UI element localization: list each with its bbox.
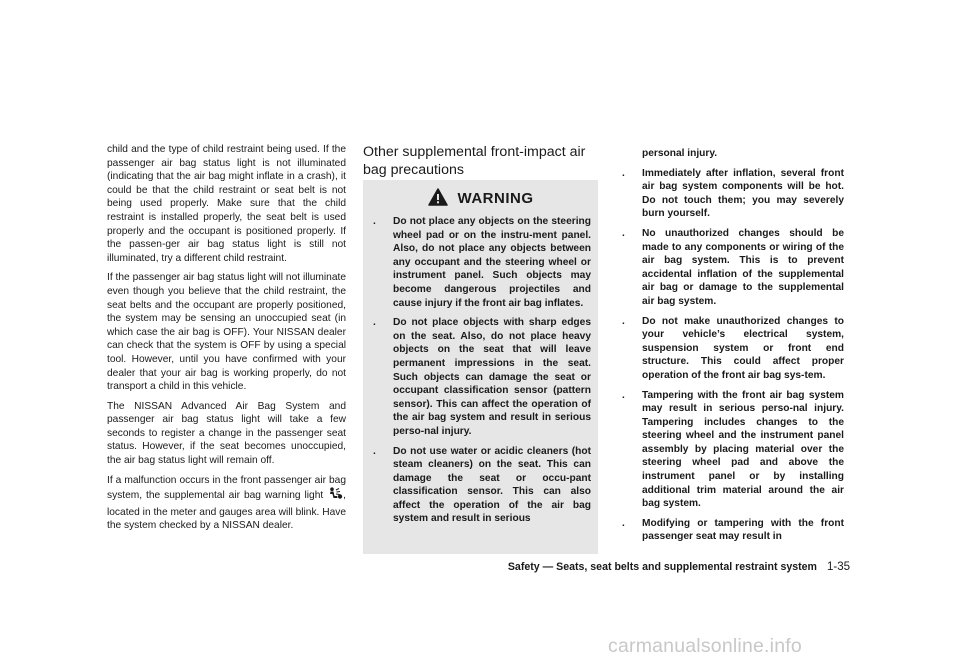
warning-title: WARNING bbox=[363, 188, 598, 207]
section-heading: Other supplemental front-impact air bag precautions bbox=[363, 144, 586, 178]
page-number: 1-35 bbox=[826, 561, 850, 573]
warning-triangle-icon bbox=[428, 188, 448, 206]
list-item: . Immediately after inflation, several front air bag system components will be hot. Do not touch them; you may severely burn yourself. bbox=[622, 167, 844, 220]
bullet: . bbox=[622, 517, 625, 529]
list-item: . Tampering with the front air bag system may result in serious perso-nal injury. Tampering includes changes to the steering wheel and the instrument panel assembly by placing material over the steering wheel pad and above the instrument panel or by installing additional trim material around the air bag system. bbox=[622, 389, 844, 510]
list-item: . Do not make unauthorized changes to your vehicle’s electrical system, suspension system or front end structure. This could affect proper operation of the front air bag sys-tem. bbox=[622, 315, 844, 381]
warning-box bbox=[363, 180, 598, 554]
paragraph-malfunction: If a malfunction occurs in the front passenger air bag system, the supplemental air bag warning light , located in the meter and gauges area will blink. Have the system checked by a NISSAN dealer. bbox=[107, 474, 346, 532]
continued-text: personal injury. bbox=[642, 148, 718, 159]
list-item: . Do not place objects with sharp edges on the seat. Also, do not place heavy objects on the seat that will leave permanent impressions in the seat. Such objects can damage the seat or occupant classification sensor (pattern sensor). This can affect the operation of the air bag system and result in serious perso-nal injury. bbox=[373, 317, 591, 437]
list-item: . No unauthorized changes should be made to any components or wiring of the air bag system. This is to prevent accidental inflation of the supplemental air bag or damage to the supplemental air bag system. bbox=[622, 227, 844, 307]
footer-section-title: Safety — Seats, seat belts and supplemental restraint system bbox=[507, 561, 817, 573]
list-item: . Do not use water or acidic cleaners (hot steam cleaners) on the seat. This can damage the seat or occu-pant classification sensor. This can also affect the operation of the air bag system and result in serious bbox=[373, 445, 591, 525]
page-footer bbox=[470, 561, 850, 573]
bullet: . bbox=[622, 227, 625, 239]
warning-list bbox=[373, 215, 591, 532]
right-column bbox=[622, 147, 844, 550]
watermark: carmanualsonline.info bbox=[608, 635, 802, 657]
paragraph-status-light-not-illuminated: child and the type of child restraint being used. If the passenger air bag status light is not illuminated (indicating that the air bag might inflate in a crash), it could be that the child restraint or seat belt is not being used properly. Make sure that the child restraint is installed properly, the seat belt is used properly and the occupant is positioned properly. If the passen-ger air bag status light is still not illuminated, try a different child restraint. bbox=[107, 144, 346, 264]
list-item: . Modifying or tampering with the front passenger seat may result in bbox=[622, 517, 844, 543]
paragraph-system-sensing-unoccupied: If the passenger air bag status light will not illuminate even though you believe that the child restraint, the seat belts and the occupant are properly positioned, the system may be sensing an unoccupied seat (in which case the air bag is OFF). Your NISSAN dealer can check that the system is OFF by using a special tool. However, until you have confirmed with your dealer that your air bag is working properly, do not transport a child in this vehicle. bbox=[107, 272, 346, 393]
bullet: . bbox=[622, 167, 625, 179]
bullet: . bbox=[622, 315, 625, 327]
left-column bbox=[107, 143, 346, 539]
bullet: . bbox=[373, 317, 376, 329]
list-item: . Do not place any objects on the steering wheel pad or on the instru-ment panel. Also, do not place any objects between any occupant and the steering wheel or instrument panel. Such objects may become dangerous projectiles and cause injury if the front air bag inflates. bbox=[373, 216, 591, 309]
airbag-warning-light-icon bbox=[327, 487, 343, 506]
bullet: . bbox=[622, 389, 625, 401]
paragraph-register-change: The NISSAN Advanced Air Bag System and passenger air bag status light will take a few seconds to register a change in the passenger seat status. However, if the seat becomes unoccupied, the air bag status light will remain off. bbox=[107, 400, 346, 467]
bullet: . bbox=[373, 445, 376, 457]
bullet: . bbox=[373, 216, 376, 227]
